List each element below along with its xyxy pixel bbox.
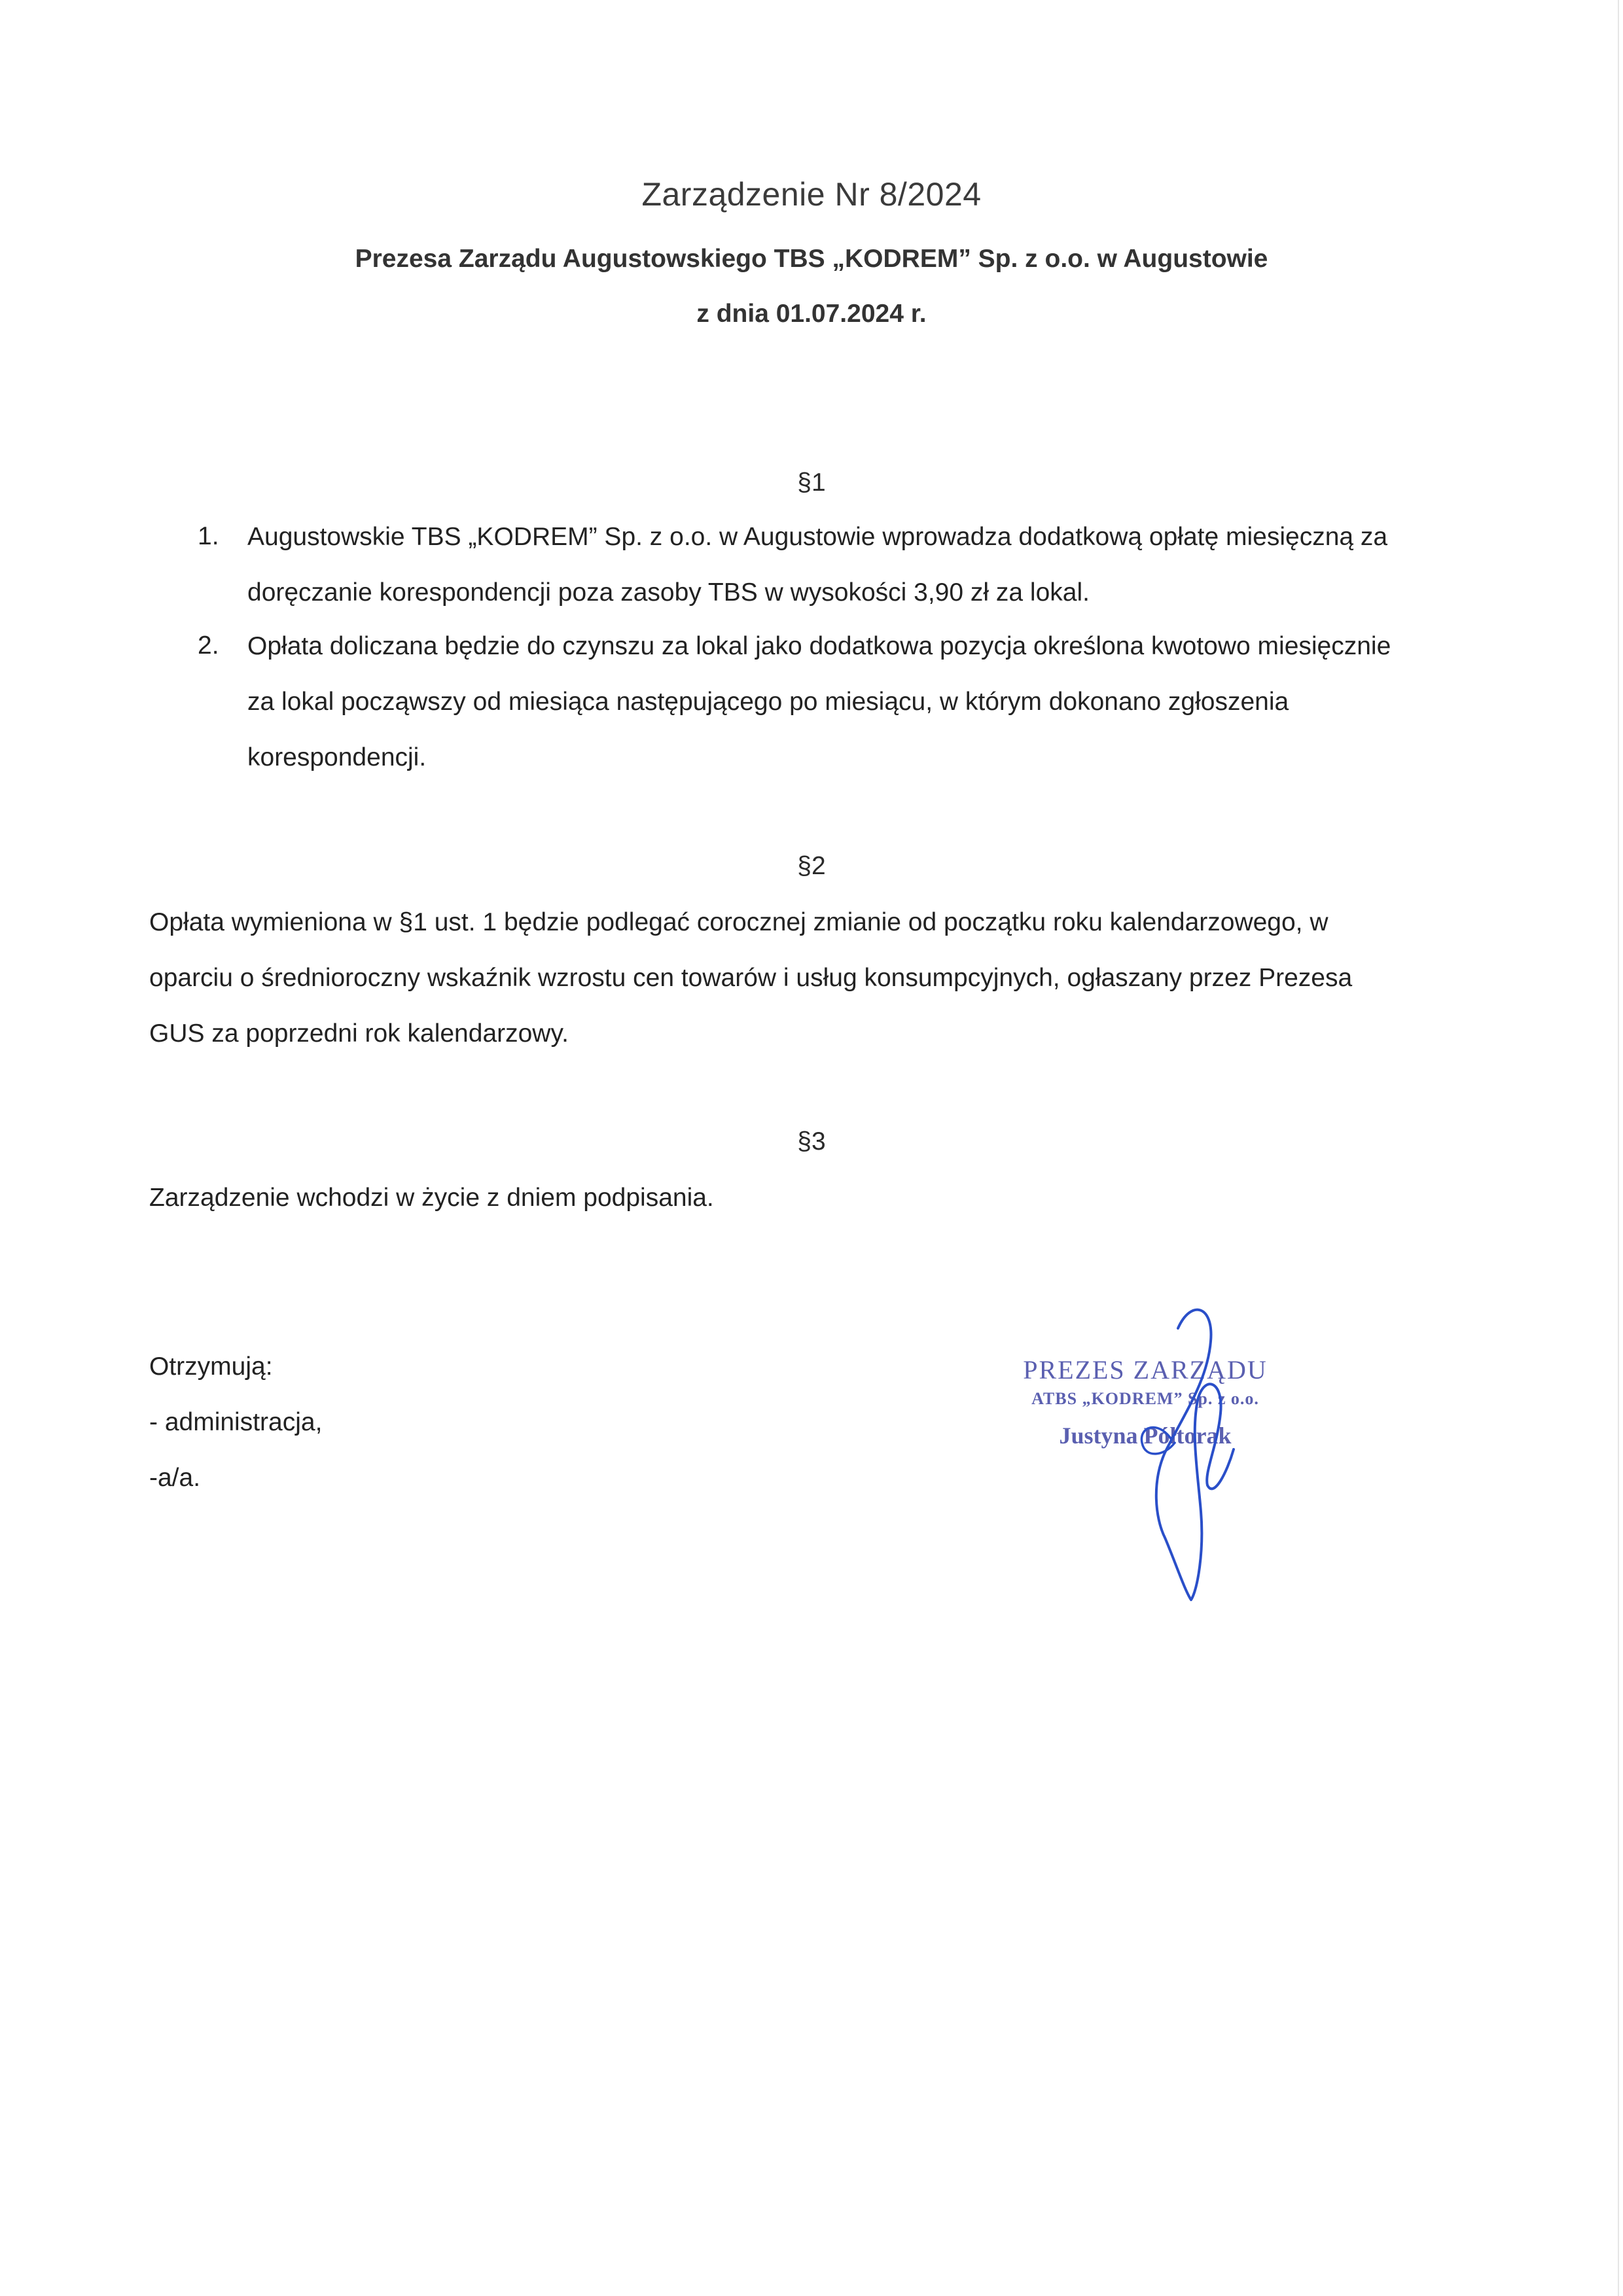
list-item-line: Opłata doliczana będzie do czynszu za lokal jako dodatkowa pozycja określona kwotowo miesięcznie	[247, 632, 1391, 660]
list-item-number: 1.	[198, 522, 219, 550]
section-3-heading: §3	[797, 1127, 826, 1156]
list-item-line: doręczanie korespondencji poza zasoby TBS w wysokości 3,90 zł za lokal.	[247, 578, 1090, 607]
handwritten-signature	[1093, 1302, 1302, 1603]
paragraph-line: Opłata wymieniona w §1 ust. 1 będzie podlegać corocznej zmianie od początku roku kalendarzowego, w	[149, 908, 1329, 936]
recipient-item: -a/a.	[149, 1464, 201, 1492]
stamp-title: PREZES ZARZĄDU	[1023, 1355, 1268, 1385]
document-title: Zarządzenie Nr 8/2024	[641, 176, 982, 213]
section-2-paragraph	[149, 894, 1478, 1061]
recipients-list	[149, 1339, 738, 1506]
paragraph-line: oparciu o średnioroczny wskaźnik wzrostu cen towarów i usług konsumpcyjnych, ogłaszany przez Prezesa	[149, 964, 1353, 992]
list-item-line: za lokal począwszy od miesiąca następującego po miesiącu, w którym dokonano zgłoszenia	[247, 688, 1289, 716]
stamp-company: ATBS „KODREM” Sp. z o.o.	[1031, 1389, 1259, 1408]
list-item-line: Augustowskie TBS „KODREM” Sp. z o.o. w Augustowie wprowadza dodatkową opłatę miesięczną za	[247, 523, 1388, 551]
document-issuer: Prezesa Zarządu Augustowskiego TBS „KODREM” Sp. z o.o. w Augustowie	[355, 245, 1268, 273]
section-1-heading: §1	[797, 468, 826, 497]
list-item	[247, 509, 1491, 620]
recipients-label: Otrzymują:	[149, 1352, 273, 1381]
document-date: z dnia 01.07.2024 r.	[696, 300, 927, 328]
list-item-number: 2.	[198, 631, 219, 660]
list-item-line: korespondencji.	[247, 743, 427, 771]
section-3-paragraph: Zarządzenie wchodzi w życie z dniem podpisania.	[149, 1184, 714, 1212]
stamp-name: Justyna Półtorak	[1059, 1422, 1232, 1449]
list-item	[247, 618, 1491, 785]
paragraph-line: GUS za poprzedni rok kalendarzowy.	[149, 1019, 569, 1048]
recipient-item: - administracja,	[149, 1408, 323, 1436]
section-2-heading: §2	[797, 852, 826, 880]
